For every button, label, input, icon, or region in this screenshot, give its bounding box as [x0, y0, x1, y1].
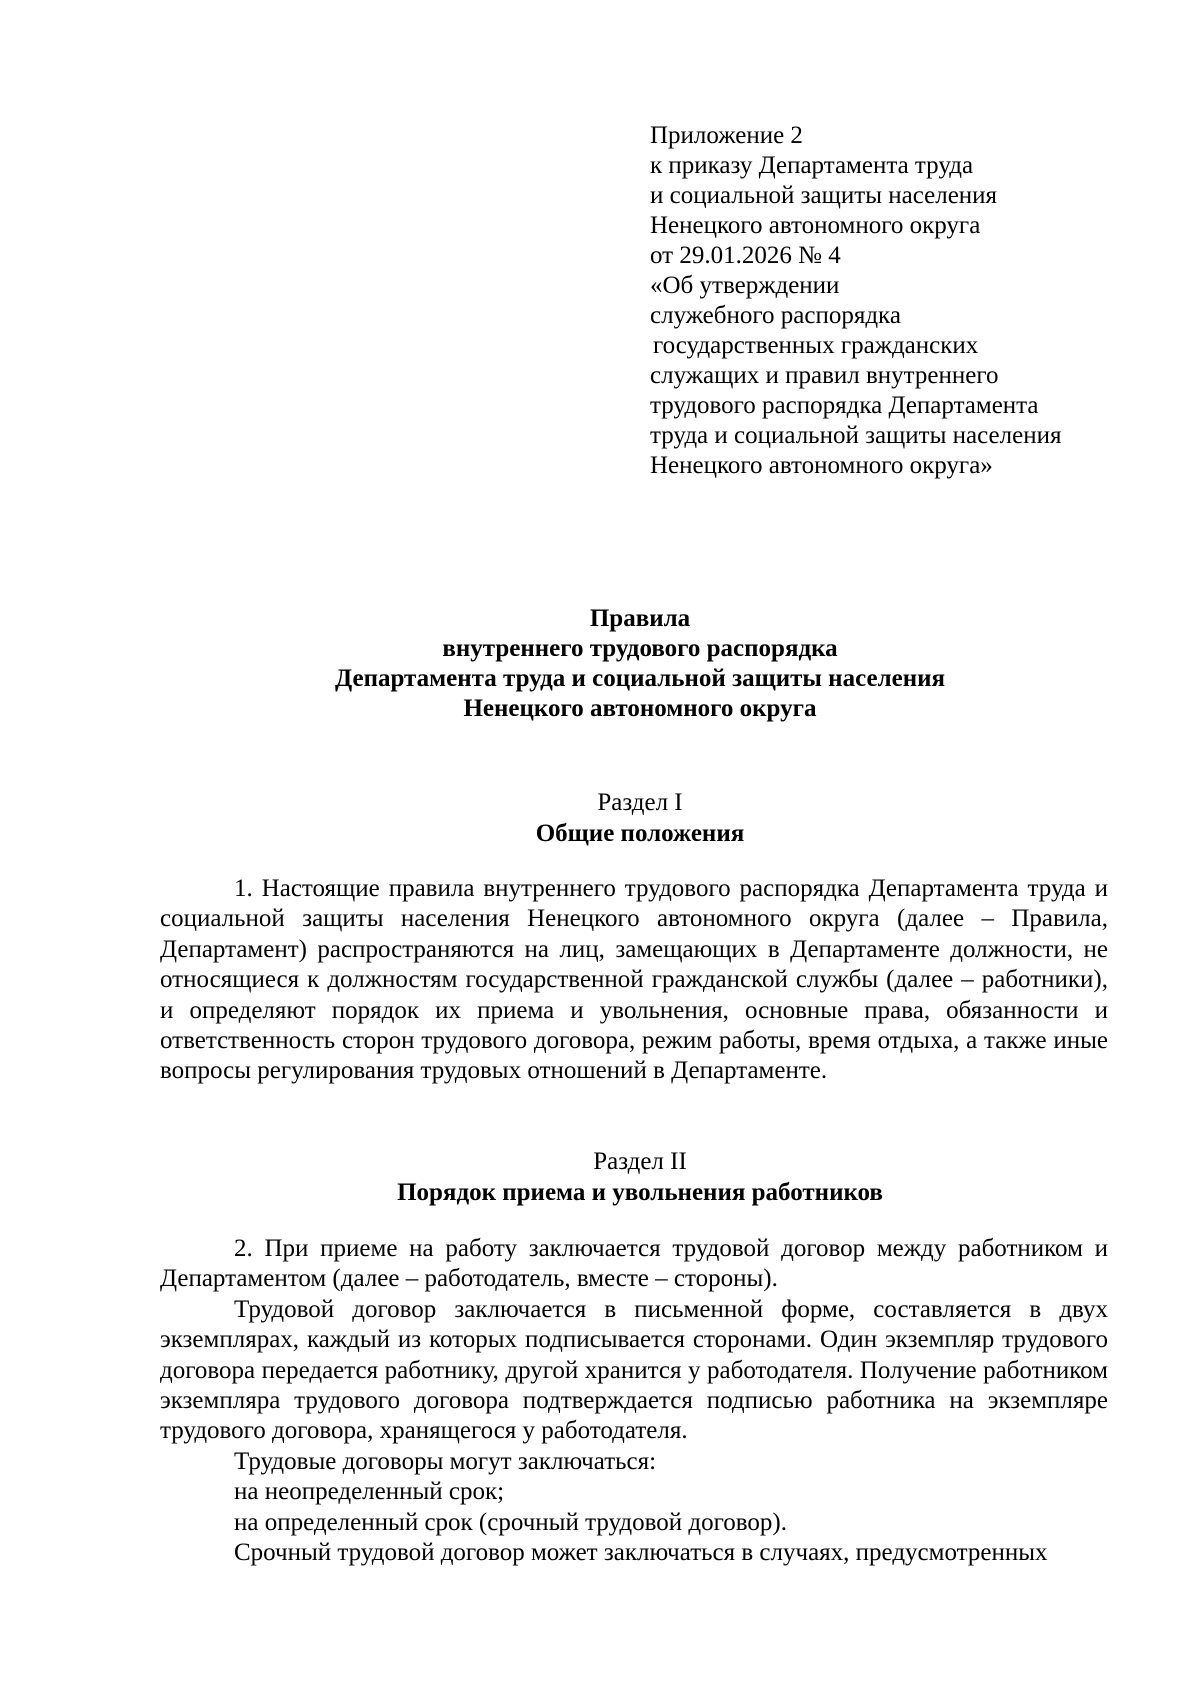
appendix-block [650, 121, 1170, 481]
appendix-line: трудового распорядка Департамента [650, 392, 1039, 419]
section-heading: Порядок приема и увольнения работников [397, 1179, 883, 1206]
paragraph: 2. При приеме на работу заключается трудовой договор между работником и Департаментом (далее – работодатель, вместе – стороны). [160, 1235, 1108, 1293]
section-2-header [160, 1146, 1120, 1208]
appendix-line: труда и социальной защиты населения [650, 422, 1062, 449]
paragraph: на неопределенный срок; [234, 1478, 505, 1506]
appendix-line: и социальной защиты населения [650, 182, 998, 209]
paragraph: Трудовой договор заключается в письменной форме, составляется в двух экземплярах, каждый из которых подписывается сторонами. Один экземпляр трудового договора передается работнику, другой хранится у работодателя. Получение работником экземпляра трудового договора подтверждается подписью работника на экземпляре трудового договора, хранящегося у работодателя. [160, 1295, 1108, 1445]
appendix-line: Ненецкого автономного округа» [650, 452, 993, 479]
section-1-body [160, 874, 1108, 1087]
appendix-line: к приказу Департамента труда [650, 152, 974, 179]
section-2-body [160, 1234, 1108, 1568]
title-line: внутреннего трудового распорядка [442, 635, 838, 662]
section-label: Раздел I [597, 789, 683, 816]
appendix-line: служебного распорядка [650, 302, 901, 329]
appendix-line: служащих и правил внутреннего [650, 362, 999, 389]
section-1-header [160, 787, 1120, 849]
section-heading: Общие положения [535, 820, 745, 847]
paragraph: 1. Настоящие правила внутреннего трудового распорядка Департамента труда и социальной защиты населения Ненецкого автономного округа (далее – Правила, Департамент) распространяются на лиц, замещающих в Департаменте должности, не относящиеся к должностям государственной гражданской службы (далее – работники), и определяют порядок их приема и увольнения, основные права, обязанности и ответственность сторон трудового договора, режим работы, время отдыха, а также иные вопросы регулирования трудовых отношений в Департаменте. [160, 875, 1108, 1085]
section-label: Раздел II [593, 1148, 687, 1175]
title-line: Правила [589, 605, 691, 632]
appendix-line: государственных гражданских [653, 332, 979, 359]
title-line: Департамента труда и социальной защиты населения [334, 665, 946, 692]
document-title [160, 604, 1120, 724]
appendix-line: «Об утверждении [650, 272, 840, 299]
paragraph: Срочный трудовой договор может заключаться в случаях, предусмотренных [234, 1539, 1048, 1567]
title-line: Ненецкого автономного округа [463, 695, 817, 722]
appendix-line: Приложение 2 [650, 122, 803, 149]
paragraph: Трудовые договоры могут заключаться: [234, 1447, 657, 1475]
appendix-line: от 29.01.2026 № 4 [650, 242, 841, 269]
appendix-line: Ненецкого автономного округа [650, 212, 981, 239]
paragraph: на определенный срок (срочный трудовой договор). [234, 1508, 787, 1536]
